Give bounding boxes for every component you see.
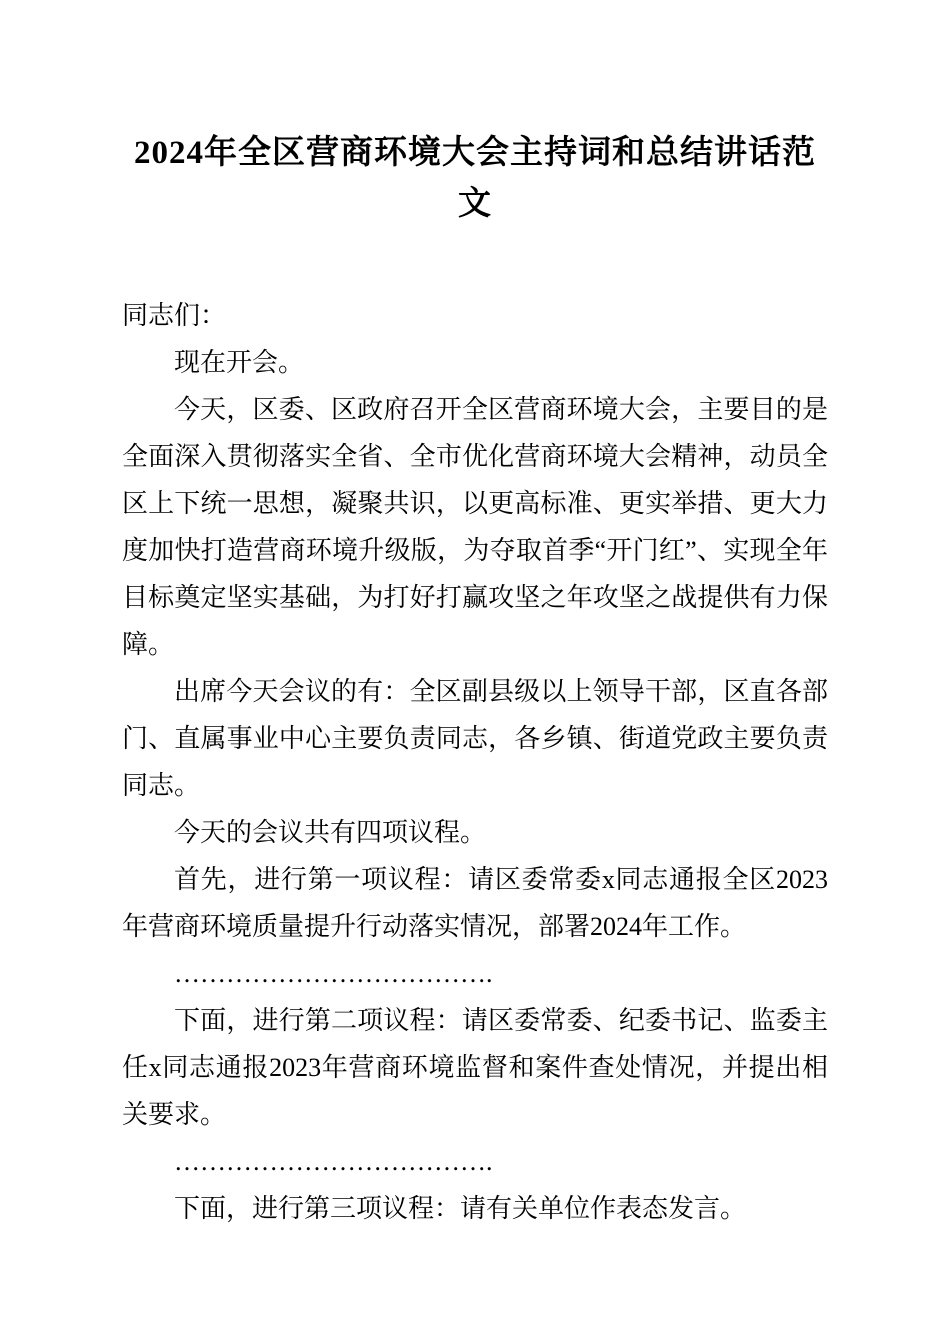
- paragraph: ……………………………….: [174, 959, 493, 989]
- paragraph: 出席今天会议的有：全区副县级以上领导干部，区直各部门、直属事业中心主要负责同志，各乡镇、街道党政主要负责同志。: [122, 677, 828, 801]
- paragraph: 首先，进行第一项议程：请区委常委x同志通报全区2023年营商环境质量提升行动落实情况，部署2024年工作。: [122, 865, 828, 942]
- document-title: 2024年全区营商环境大会主持词和总结讲话范文: [134, 135, 816, 223]
- paragraph: 今天，区委、区政府召开全区营商环境大会，主要目的是全面深入贯彻落实全省、全市优化营商环境大会精神，动员全区上下统一思想，凝聚共识，以更高标准、更实举措、更大力度加快打造营商环境升级版，为夺取首季“开门红”、实现全年目标奠定坚实基础，为打好打赢攻坚之年攻坚之战提供有力保障。: [122, 395, 828, 660]
- paragraph: 今天的会议共有四项议程。: [174, 818, 487, 848]
- paragraph: ……………………………….: [174, 1147, 493, 1177]
- paragraph: 下面，进行第二项议程：请区委常委、纪委书记、监委主任x同志通报2023年营商环境监督和案件查处情况，并提出相关要求。: [122, 1006, 828, 1130]
- paragraph: 同志们：: [122, 301, 227, 331]
- paragraph: 下面，进行第三项议程：请有关单位作表态发言。: [174, 1194, 747, 1224]
- paragraph: 现在开会。: [174, 348, 305, 378]
- document-body: [122, 292, 828, 1232]
